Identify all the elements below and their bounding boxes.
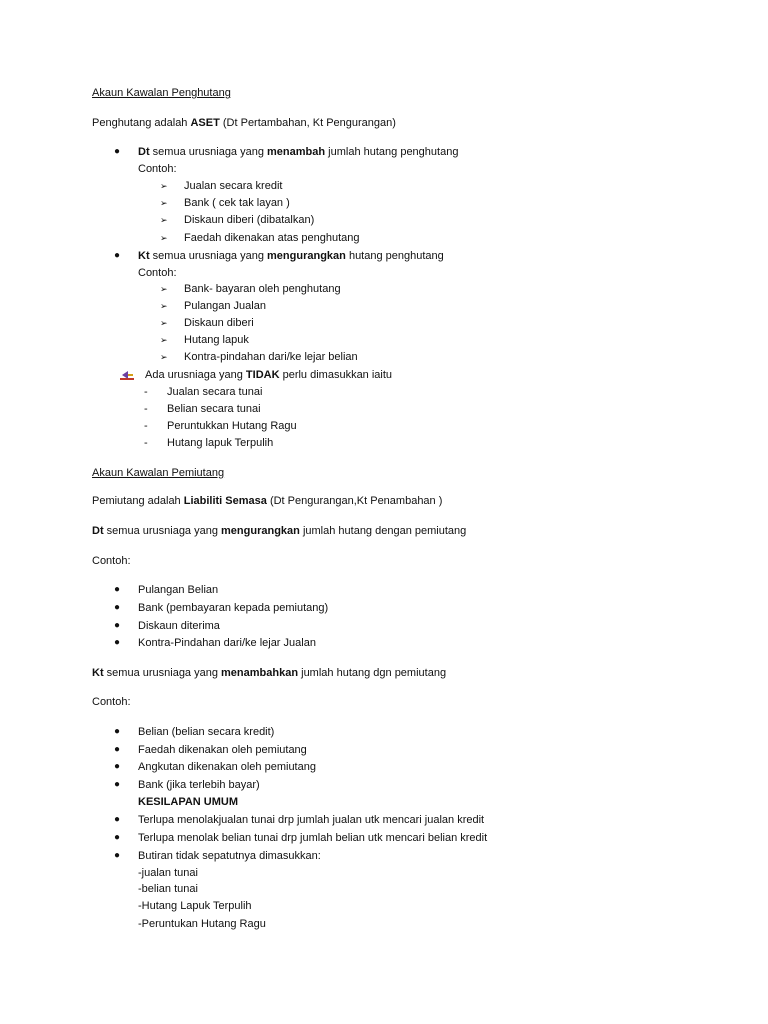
list-item: Diskaun diberi (dibatalkan): [184, 214, 315, 226]
list-item: -Peruntukan Hutang Ragu: [138, 918, 266, 930]
bullet-icon: ●: [114, 637, 121, 648]
list-item: Belian secara tunai: [167, 403, 261, 415]
list-item: -belian tunai: [138, 883, 198, 895]
list-item: Hutang lapuk Terpulih: [167, 437, 274, 449]
pemiutang-definition: Pemiutang adalah Liabiliti Semasa (Dt Pengurangan,Kt Penambahan ): [92, 495, 443, 507]
bullet-icon: ●: [114, 744, 121, 755]
pemiutang-kt-contoh: Contoh:: [92, 696, 131, 708]
pemiutang-dt-contoh: Contoh:: [92, 555, 131, 567]
bullet-icon: ●: [114, 761, 121, 772]
list-item: Pulangan Jualan: [184, 300, 266, 312]
bullet-icon: ●: [114, 250, 121, 261]
list-item: Bank (pembayaran kepada pemiutang): [138, 602, 329, 614]
penghutang-dt-line: Dt semua urusniaga yang menambah jumlah hutang penghutang: [138, 146, 459, 158]
list-item: Pulangan Belian: [138, 584, 219, 596]
bullet-icon: ●: [114, 602, 121, 613]
penghutang-dt-contoh: Contoh:: [138, 163, 177, 175]
list-item: Jualan secara kredit: [184, 180, 283, 192]
list-item: Kontra-pindahan dari/ke lejar belian: [184, 351, 358, 363]
bullet-icon: ●: [114, 726, 121, 737]
arrow-bullet-icon: ➢: [160, 335, 168, 345]
bullet-icon: ●: [114, 779, 121, 790]
list-item: -Hutang Lapuk Terpulih: [138, 900, 252, 912]
list-item: Diskaun diterima: [138, 620, 220, 632]
list-item: Butiran tidak sepatutnya dimasukkan:: [138, 850, 321, 862]
list-item: Jualan secara tunai: [167, 386, 263, 398]
arrow-bullet-icon: ➢: [160, 215, 168, 225]
list-item: Kontra-Pindahan dari/ke lejar Jualan: [138, 637, 316, 649]
bullet-icon: ●: [114, 814, 121, 825]
penghutang-kt-line: Kt semua urusniaga yang mengurangkan hutang penghutang: [138, 250, 444, 262]
list-item: Faedah dikenakan atas penghutang: [184, 232, 360, 244]
arrow-bullet-icon: ➢: [160, 198, 168, 208]
arrow-bullet-icon: ➢: [160, 318, 168, 328]
penghutang-definition: Penghutang adalah ASET (Dt Pertambahan, Kt Pengurangan): [92, 117, 396, 129]
flag-marker-icon: [120, 369, 134, 381]
arrow-bullet-icon: ➢: [160, 284, 168, 294]
list-item: Bank- bayaran oleh penghutang: [184, 283, 341, 295]
list-item: -jualan tunai: [138, 867, 198, 879]
list-item: Faedah dikenakan oleh pemiutang: [138, 744, 307, 756]
dash-bullet: -: [144, 437, 148, 449]
list-item: Terlupa menolak belian tunai drp jumlah belian utk mencari belian kredit: [138, 832, 488, 844]
arrow-bullet-icon: ➢: [160, 352, 168, 362]
bullet-icon: ●: [114, 584, 121, 595]
arrow-bullet-icon: ➢: [160, 181, 168, 191]
dash-bullet: -: [144, 386, 148, 398]
list-item: Peruntukkan Hutang Ragu: [167, 420, 297, 432]
arrow-bullet-icon: ➢: [160, 301, 168, 311]
bullet-icon: ●: [114, 832, 121, 843]
bullet-icon: ●: [114, 850, 121, 861]
arrow-bullet-icon: ➢: [160, 233, 168, 243]
list-item: Angkutan dikenakan oleh pemiutang: [138, 761, 316, 773]
list-item: Belian (belian secara kredit): [138, 726, 275, 738]
bullet-icon: ●: [114, 620, 121, 631]
list-item: Terlupa menolakjualan tunai drp jumlah jualan utk mencari jualan kredit: [138, 814, 485, 826]
tidak-dimasukkan-line: Ada urusniaga yang TIDAK perlu dimasukkan iaitu: [145, 369, 393, 381]
list-item: Hutang lapuk: [184, 334, 249, 346]
heading-kawalan-penghutang: Akaun Kawalan Penghutang: [92, 87, 231, 99]
dash-bullet: -: [144, 403, 148, 415]
pemiutang-dt-line: Dt semua urusniaga yang mengurangkan jumlah hutang dengan pemiutang: [92, 525, 467, 537]
list-item: Bank (jika terlebih bayar): [138, 779, 260, 791]
kesilapan-heading: KESILAPAN UMUM: [138, 796, 239, 808]
list-item: Diskaun diberi: [184, 317, 254, 329]
dash-bullet: -: [144, 420, 148, 432]
penghutang-kt-contoh: Contoh:: [138, 267, 177, 279]
bullet-icon: ●: [114, 146, 121, 157]
heading-kawalan-pemiutang: Akaun Kawalan Pemiutang: [92, 467, 225, 479]
list-item: Bank ( cek tak layan ): [184, 197, 290, 209]
pemiutang-kt-line: Kt semua urusniaga yang menambahkan jumlah hutang dgn pemiutang: [92, 667, 447, 679]
